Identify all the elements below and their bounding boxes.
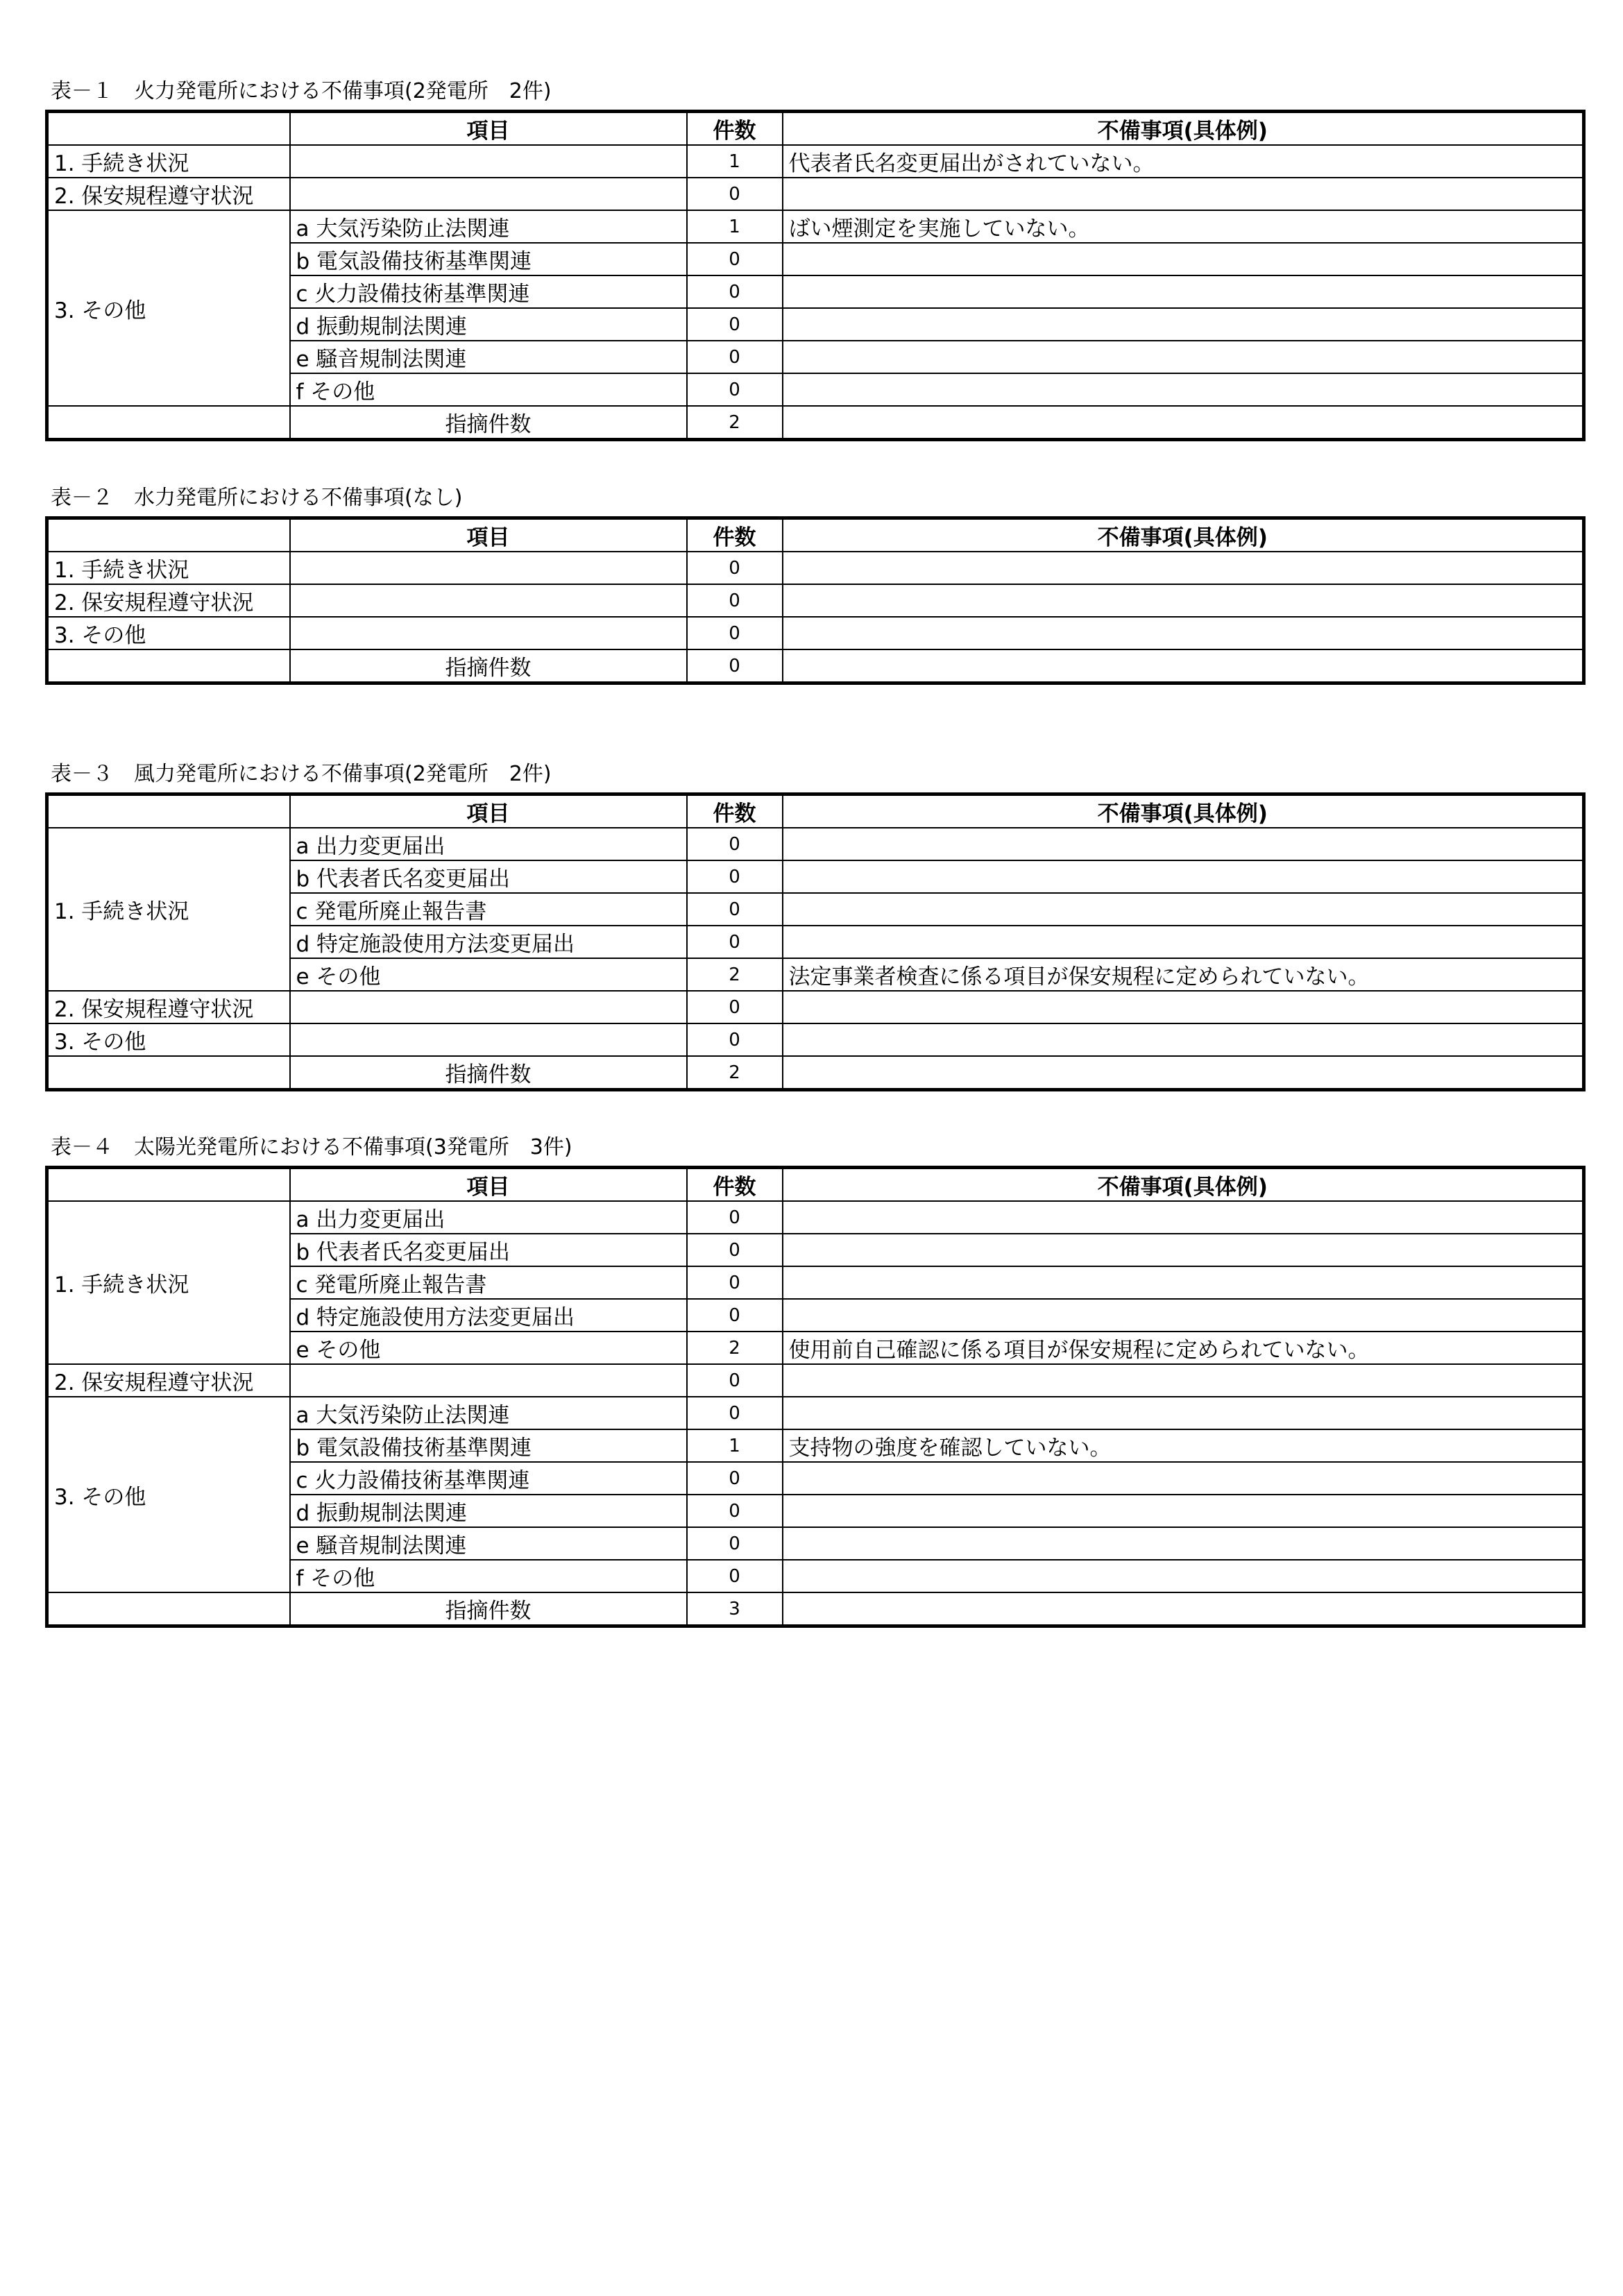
header-detail: 不備事項(具体例) xyxy=(783,794,1584,828)
detail-cell xyxy=(783,178,1584,210)
table-row xyxy=(47,1023,1584,1056)
total-blank xyxy=(47,649,290,683)
count-cell: 1 xyxy=(687,1429,783,1462)
count-cell: 0 xyxy=(687,1266,783,1299)
header-detail: 不備事項(具体例) xyxy=(783,518,1584,552)
detail-cell: 法定事業者検査に係る項目が保安規程に定められていない。 xyxy=(783,958,1584,991)
subitem-label: b 電気設備技術基準関連 xyxy=(290,243,687,275)
total-label: 指摘件数 xyxy=(290,649,687,683)
subitem-label xyxy=(290,1364,687,1397)
total-row xyxy=(47,406,1584,440)
header-item: 項目 xyxy=(290,794,687,828)
count-cell: 0 xyxy=(687,828,783,860)
count-cell: 0 xyxy=(687,1462,783,1495)
subitem-label: c 火力設備技術基準関連 xyxy=(290,1462,687,1495)
count-cell: 0 xyxy=(687,1201,783,1234)
subitem-label xyxy=(290,552,687,584)
category-label: 1. 手続き状況 xyxy=(47,828,290,991)
header-count: 件数 xyxy=(687,794,783,828)
total-blank xyxy=(47,1592,290,1626)
header-blank xyxy=(47,1168,290,1202)
header-detail: 不備事項(具体例) xyxy=(783,1168,1584,1202)
subitem-label xyxy=(290,145,687,178)
table-header-row xyxy=(47,112,1584,146)
detail-cell xyxy=(783,1397,1584,1429)
subitem-label: b 代表者氏名変更届出 xyxy=(290,860,687,893)
count-cell: 0 xyxy=(687,275,783,308)
table-row xyxy=(47,991,1584,1023)
subitem-label: f その他 xyxy=(290,1560,687,1592)
table-hydro-block xyxy=(45,486,1586,685)
detail-cell xyxy=(783,1364,1584,1397)
table-header-row xyxy=(47,518,1584,552)
total-count: 2 xyxy=(687,406,783,440)
total-blank xyxy=(47,1056,290,1090)
table-caption: 表－１ 火力発電所における不備事項(2発電所 2件) xyxy=(51,79,552,103)
table-row xyxy=(47,1364,1584,1397)
detail-cell xyxy=(783,308,1584,341)
detail-cell: 支持物の強度を確認していない。 xyxy=(783,1429,1584,1462)
table-thermal xyxy=(45,110,1586,441)
subitem-label xyxy=(290,991,687,1023)
detail-cell xyxy=(783,1266,1584,1299)
count-cell: 0 xyxy=(687,373,783,406)
subitem-label: e 騒音規制法関連 xyxy=(290,1527,687,1560)
count-cell: 0 xyxy=(687,991,783,1023)
count-cell: 2 xyxy=(687,1332,783,1364)
count-cell: 0 xyxy=(687,552,783,584)
count-cell: 0 xyxy=(687,926,783,958)
category-label: 3. その他 xyxy=(47,210,290,406)
detail-cell xyxy=(783,860,1584,893)
header-blank xyxy=(47,112,290,146)
detail-cell: ばい煙測定を実施していない。 xyxy=(783,210,1584,243)
table-solar xyxy=(45,1166,1586,1628)
total-label: 指摘件数 xyxy=(290,1592,687,1626)
table-row xyxy=(47,828,1584,860)
category-label: 2. 保安規程遵守状況 xyxy=(47,178,290,210)
count-cell: 0 xyxy=(687,584,783,617)
count-cell: 0 xyxy=(687,1364,783,1397)
header-count: 件数 xyxy=(687,518,783,552)
table-row xyxy=(47,552,1584,584)
category-label: 3. その他 xyxy=(47,1397,290,1592)
category-label: 2. 保安規程遵守状況 xyxy=(47,991,290,1023)
count-cell: 0 xyxy=(687,617,783,649)
table-row xyxy=(47,210,1584,243)
subitem-label: e 騒音規制法関連 xyxy=(290,341,687,373)
table-caption: 表－２ 水力発電所における不備事項(なし) xyxy=(51,486,463,510)
count-cell: 0 xyxy=(687,1397,783,1429)
count-cell: 2 xyxy=(687,958,783,991)
table-thermal-block xyxy=(45,79,1586,441)
table-caption: 表－４ 太陽光発電所における不備事項(3発電所 3件) xyxy=(51,1135,572,1159)
category-label: 2. 保安規程遵守状況 xyxy=(47,1364,290,1397)
header-blank xyxy=(47,518,290,552)
count-cell: 0 xyxy=(687,308,783,341)
subitem-label: d 振動規制法関連 xyxy=(290,308,687,341)
subitem-label: e その他 xyxy=(290,958,687,991)
count-cell: 0 xyxy=(687,178,783,210)
detail-cell xyxy=(783,893,1584,926)
total-detail xyxy=(783,406,1584,440)
subitem-label: a 大気汚染防止法関連 xyxy=(290,210,687,243)
subitem-label: b 電気設備技術基準関連 xyxy=(290,1429,687,1462)
total-detail xyxy=(783,1056,1584,1090)
header-detail: 不備事項(具体例) xyxy=(783,112,1584,146)
detail-cell xyxy=(783,1462,1584,1495)
detail-cell xyxy=(783,373,1584,406)
subitem-label xyxy=(290,178,687,210)
table-solar-block xyxy=(45,1135,1586,1628)
table-row xyxy=(47,1397,1584,1429)
subitem-label: f その他 xyxy=(290,373,687,406)
table-header-row xyxy=(47,1168,1584,1202)
count-cell: 0 xyxy=(687,1495,783,1527)
category-label: 2. 保安規程遵守状況 xyxy=(47,584,290,617)
detail-cell xyxy=(783,991,1584,1023)
count-cell: 0 xyxy=(687,1560,783,1592)
total-row xyxy=(47,1592,1584,1626)
header-item: 項目 xyxy=(290,112,687,146)
count-cell: 0 xyxy=(687,1299,783,1332)
subitem-label: d 特定施設使用方法変更届出 xyxy=(290,1299,687,1332)
subitem-label: b 代表者氏名変更届出 xyxy=(290,1234,687,1266)
detail-cell xyxy=(783,828,1584,860)
detail-cell xyxy=(783,552,1584,584)
header-count: 件数 xyxy=(687,1168,783,1202)
detail-cell xyxy=(783,1023,1584,1056)
subitem-label xyxy=(290,584,687,617)
count-cell: 0 xyxy=(687,893,783,926)
total-label: 指摘件数 xyxy=(290,406,687,440)
detail-cell xyxy=(783,1299,1584,1332)
total-label: 指摘件数 xyxy=(290,1056,687,1090)
subitem-label: d 振動規制法関連 xyxy=(290,1495,687,1527)
count-cell: 0 xyxy=(687,1023,783,1056)
table-row xyxy=(47,584,1584,617)
table-wind xyxy=(45,792,1586,1091)
detail-cell xyxy=(783,341,1584,373)
total-detail xyxy=(783,649,1584,683)
count-cell: 0 xyxy=(687,243,783,275)
subitem-label: a 出力変更届出 xyxy=(290,1201,687,1234)
detail-cell xyxy=(783,243,1584,275)
table-row xyxy=(47,178,1584,210)
count-cell: 0 xyxy=(687,860,783,893)
detail-cell xyxy=(783,1201,1584,1234)
subitem-label: e その他 xyxy=(290,1332,687,1364)
detail-cell xyxy=(783,1495,1584,1527)
detail-cell xyxy=(783,584,1584,617)
header-count: 件数 xyxy=(687,112,783,146)
detail-cell xyxy=(783,926,1584,958)
detail-cell xyxy=(783,1560,1584,1592)
table-wind-block xyxy=(45,762,1586,1091)
subitem-label: c 発電所廃止報告書 xyxy=(290,1266,687,1299)
count-cell: 0 xyxy=(687,1527,783,1560)
subitem-label: c 発電所廃止報告書 xyxy=(290,893,687,926)
table-caption: 表－３ 風力発電所における不備事項(2発電所 2件) xyxy=(51,762,552,786)
count-cell: 0 xyxy=(687,1234,783,1266)
category-label: 3. その他 xyxy=(47,617,290,649)
total-count: 0 xyxy=(687,649,783,683)
subitem-label: a 大気汚染防止法関連 xyxy=(290,1397,687,1429)
subitem-label xyxy=(290,1023,687,1056)
total-count: 2 xyxy=(687,1056,783,1090)
total-row xyxy=(47,649,1584,683)
detail-cell xyxy=(783,275,1584,308)
table-row xyxy=(47,1201,1584,1234)
detail-cell: 代表者氏名変更届出がされていない。 xyxy=(783,145,1584,178)
header-item: 項目 xyxy=(290,1168,687,1202)
count-cell: 0 xyxy=(687,341,783,373)
subitem-label xyxy=(290,617,687,649)
table-row xyxy=(47,145,1584,178)
total-count: 3 xyxy=(687,1592,783,1626)
total-row xyxy=(47,1056,1584,1090)
table-header-row xyxy=(47,794,1584,828)
total-blank xyxy=(47,406,290,440)
count-cell: 1 xyxy=(687,145,783,178)
table-row xyxy=(47,617,1584,649)
detail-cell: 使用前自己確認に係る項目が保安規程に定められていない。 xyxy=(783,1332,1584,1364)
subitem-label: d 特定施設使用方法変更届出 xyxy=(290,926,687,958)
detail-cell xyxy=(783,617,1584,649)
total-detail xyxy=(783,1592,1584,1626)
category-label: 3. その他 xyxy=(47,1023,290,1056)
header-blank xyxy=(47,794,290,828)
subitem-label: c 火力設備技術基準関連 xyxy=(290,275,687,308)
category-label: 1. 手続き状況 xyxy=(47,145,290,178)
subitem-label: a 出力変更届出 xyxy=(290,828,687,860)
detail-cell xyxy=(783,1234,1584,1266)
detail-cell xyxy=(783,1527,1584,1560)
header-item: 項目 xyxy=(290,518,687,552)
count-cell: 1 xyxy=(687,210,783,243)
table-hydro xyxy=(45,516,1586,685)
category-label: 1. 手続き状況 xyxy=(47,1201,290,1364)
category-label: 1. 手続き状況 xyxy=(47,552,290,584)
